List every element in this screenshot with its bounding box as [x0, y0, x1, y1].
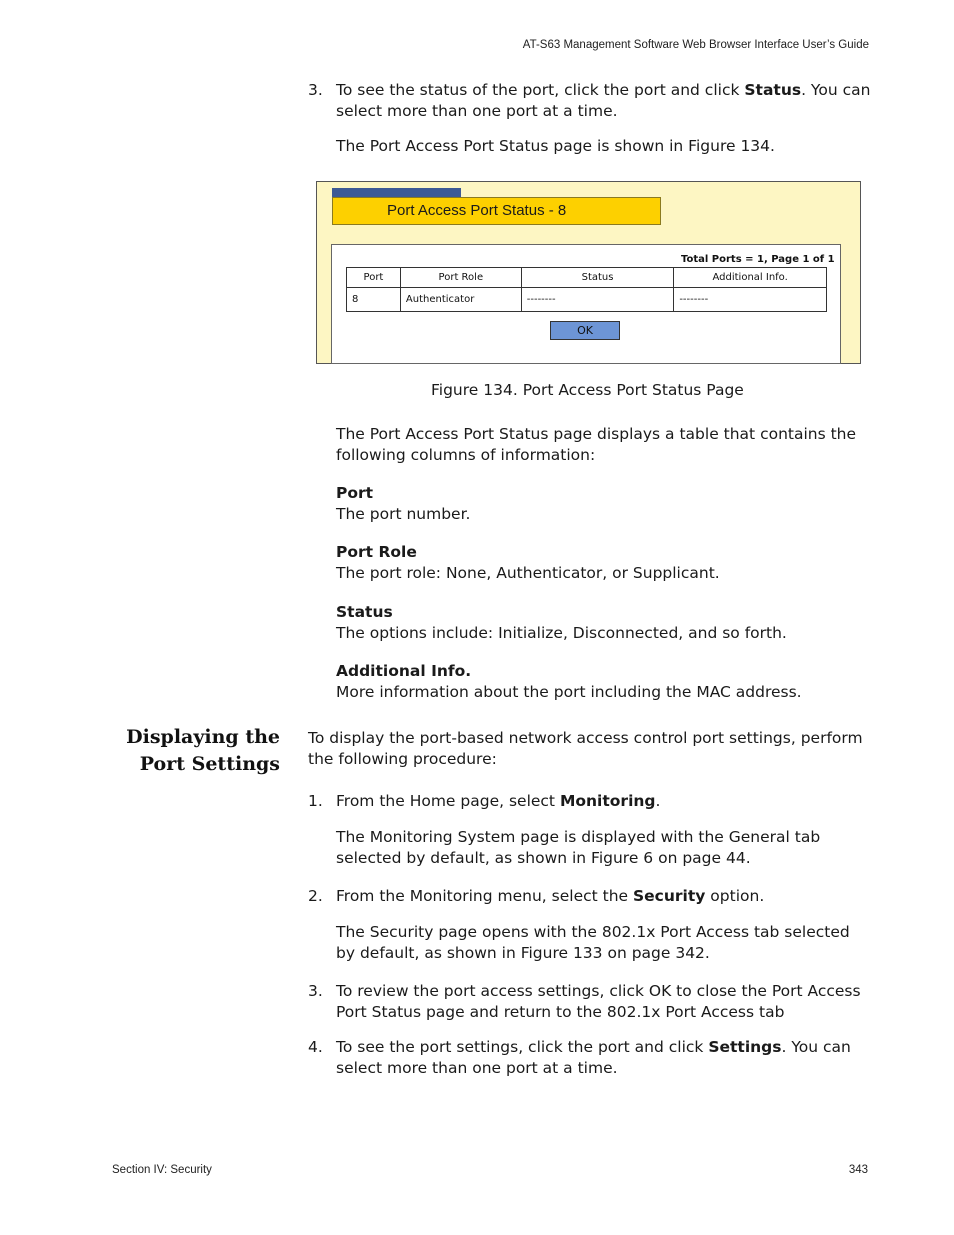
figure-caption: Figure 134. Port Access Port Status Page	[431, 381, 744, 399]
ui-term: Status	[744, 81, 802, 99]
port-status-table	[346, 267, 827, 312]
definition-term: Status	[336, 603, 393, 621]
step-number: 3.	[308, 982, 323, 1000]
definition-desc: The port role: None, Authenticator, or Supplicant.	[336, 564, 720, 582]
column-header: Port Role	[400, 268, 521, 288]
step-note: The Monitoring System page is displayed with the General tab selected by default, as shown in Figure 6 on page 44.	[336, 828, 821, 867]
definition-status	[336, 602, 787, 644]
definition-additional-info	[336, 661, 802, 703]
step-text: To see the status of the port, click the port and click Status. You can select more than one port at a time.	[336, 81, 871, 120]
definition-desc: The port number.	[336, 505, 471, 523]
paragraph: The Port Access Port Status page displays a table that contains the following columns of information:	[336, 425, 857, 464]
definition-term: Additional Info.	[336, 662, 472, 680]
ui-term: Settings	[708, 1038, 782, 1056]
column-header: Additional Info.	[674, 268, 827, 288]
step-note: The Port Access Port Status page is shown in Figure 134.	[336, 137, 775, 155]
step-number: 2.	[308, 887, 323, 905]
definition-port-role	[336, 542, 720, 584]
definition-term: Port Role	[336, 543, 417, 561]
step-text: To see the port settings, click the port and click Settings. You can select more than one port at a time.	[336, 1038, 851, 1077]
column-header: Port	[347, 268, 401, 288]
table-cell: 8	[347, 288, 401, 312]
definition-term: Port	[336, 484, 374, 502]
step-number: 4.	[308, 1038, 323, 1056]
total-ports-label: Total Ports = 1, Page 1 of 1	[681, 254, 835, 265]
ok-button[interactable]: OK	[550, 321, 620, 340]
page-number: 343	[848, 1164, 868, 1176]
table-cell: Authenticator	[400, 288, 521, 312]
step-note: The Security page opens with the 802.1x Port Access tab selected by default, as shown in Figure 133 on page 342.	[336, 923, 850, 962]
window-tab-bar	[332, 188, 461, 197]
step-number: 3.	[308, 81, 323, 99]
section-heading: Displaying the Port Settings	[126, 726, 280, 775]
definition-port	[336, 483, 470, 525]
step-text: From the Monitoring menu, select the Security option.	[336, 887, 765, 905]
table-cell: --------	[521, 288, 674, 312]
ui-term: Monitoring	[559, 792, 656, 810]
ui-term: Security	[633, 887, 706, 905]
footer-section: Section IV: Security	[112, 1164, 212, 1176]
step-number: 1.	[308, 792, 323, 810]
window-title: Port Access Port Status - 8	[332, 197, 661, 225]
section-intro: To display the port-based network access control port settings, perform the following procedure:	[308, 729, 863, 768]
column-header: Status	[521, 268, 674, 288]
running-header: AT-S63 Management Software Web Browser Interface User’s Guide	[522, 39, 869, 51]
table-row[interactable]	[347, 288, 827, 312]
step-text: From the Home page, select Monitoring.	[336, 792, 661, 810]
definition-desc: The options include: Initialize, Disconnected, and so forth.	[336, 624, 787, 642]
table-cell: --------	[674, 288, 827, 312]
step-text: To review the port access settings, click OK to close the Port Access Port Status page and return to the 802.1x Port Access tab	[336, 982, 861, 1021]
definition-desc: More information about the port including the MAC address.	[336, 683, 802, 701]
